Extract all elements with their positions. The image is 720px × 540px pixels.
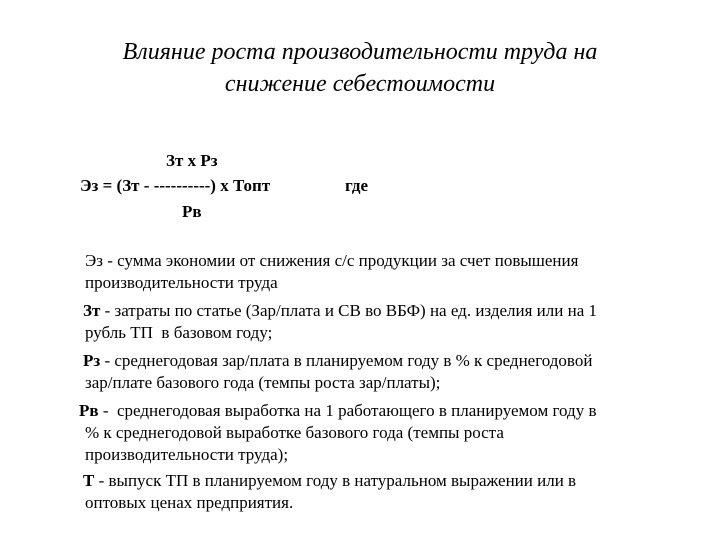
definition-text: производительности труда bbox=[85, 273, 278, 292]
definition-term: Зт bbox=[83, 301, 101, 320]
title-line-1: Влияние роста производительности труда на bbox=[122, 39, 598, 65]
definition-text: - выпуск ТП в планируемом году в натуральном выражении или в bbox=[94, 471, 577, 490]
formula-denominator: Рв bbox=[182, 202, 202, 221]
title-line-2: снижение себестоимости bbox=[224, 71, 496, 97]
definition-term: Рв bbox=[79, 401, 99, 420]
definition-text: зар/плате базового года (темпы роста зар/платы); bbox=[85, 373, 441, 392]
definition-text: - среднегодовая зар/плата в планируемом году в % к среднегодовой bbox=[100, 351, 593, 370]
formula-numerator: Зт х Рз bbox=[166, 151, 218, 170]
definition-text: - сумма экономии от снижения с/с продукции за счет повышения bbox=[102, 251, 579, 270]
slide-title bbox=[40, 36, 680, 100]
definition-term: Т bbox=[83, 471, 95, 490]
definition-text: - среднегодовая выработка на 1 работающего в планируемом году в bbox=[98, 401, 597, 420]
formula-main: Эз = (Зт - ----------) х Топт bbox=[80, 176, 271, 195]
formula-where: где bbox=[345, 176, 369, 195]
definition-text: рубль ТП в базовом году; bbox=[85, 323, 273, 342]
definition-text: - затраты по статье (Зар/плата и СВ во ВБФ) на ед. изделия или на 1 bbox=[100, 301, 597, 320]
definition-text: производительности труда); bbox=[85, 445, 289, 464]
definition-t-cont bbox=[68, 470, 293, 536]
definition-term: Рз bbox=[83, 351, 101, 370]
definition-text: % к среднегодовой выработке базового года (темпы роста bbox=[85, 423, 504, 442]
definition-text: оптовых ценах предприятия. bbox=[85, 493, 294, 512]
definition-term: Эз bbox=[85, 251, 103, 270]
